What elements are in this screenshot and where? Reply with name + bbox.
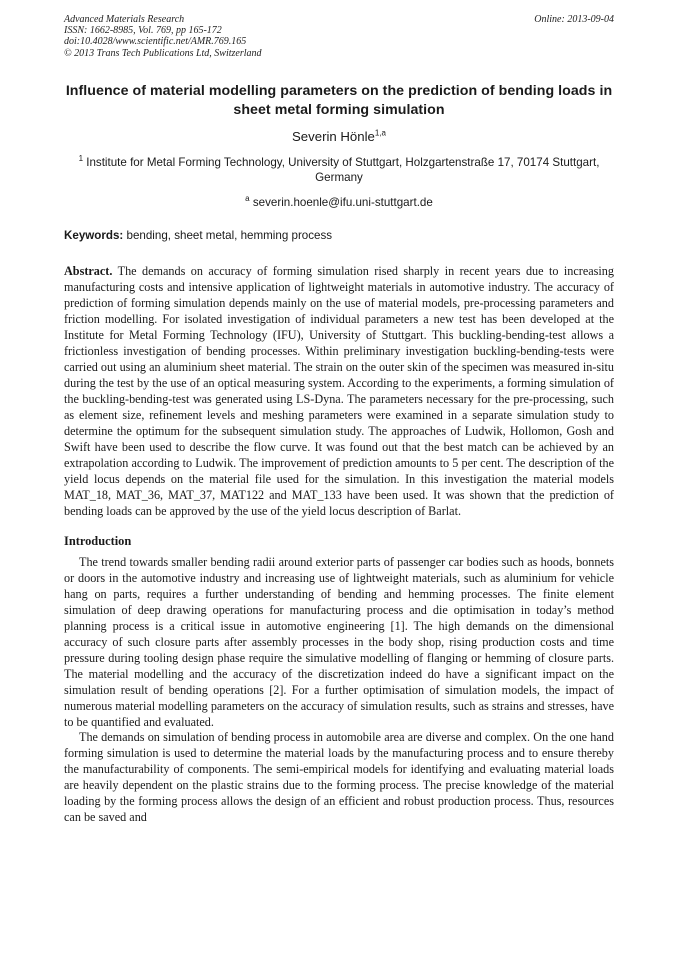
abstract <box>64 264 614 519</box>
paper-page <box>64 14 614 826</box>
section-heading-introduction: Introduction <box>64 534 132 549</box>
abstract-text: The demands on accuracy of forming simulation rised sharply in recent years due to increasing manufacturing costs and intensive application of lightweight materials in automotive industry. The accuracy of prediction of forming simulation depends mainly on the use of material models, pre-processing parameters and friction modelling. For isolated investigation of individual parameters a new test has been developed at the Institute for Metal Forming Technology (IFU), University of Stuttgart. This buckling-bending-test allows a frictionless investigation of bending processes. Within preliminary investigation buckling-bending-tests were carried out using an aluminium sheet material. The strain on the outer skin of the specimen was measured in-situ during the test by the use of an optical measuring system. According to the experiments, a forming simulation of the buckling-bending-test was generated using LS-Dyna. The parameters necessary for the pre-processing, such as element size, refinement levels and meshing parameters were examined in a separate simulation study to determine the optimum for the subsequent simulation study. The approaches of Ludwik, Hollomon, Gosh and Swift have been used to describe the flow curve. It was found out that the best match can be achieved by an extrapolation according to Ludwik. The improvement of prediction amounts to 5 per cent. The description of the yield locus depends on the material file used for the simulation. In this investigation the material models MAT_18, MAT_36, MAT_37, MAT122 and MAT_133 have been used. It was shown that the prediction of bending loads can be approved by the use of the yield locus description of Barlat. <box>64 264 614 518</box>
author-line <box>64 128 614 145</box>
introduction-paragraph: The trend towards smaller bending radii around exterior parts of passenger car bodies such as hoods, bonnets or doors in the automotive industry and increasing use of lightweight materials, such as aluminium for vehicle hang on parts, requires a further understanding of bending and hemming processes. The finite element simulation of deep drawing operations for manufacturing process and die optimisation in today’s method planning process is a critical issue in automotive engineering [1]. The high demands on the dimensional accuracy of such closure parts after assembly processes in the body shop, rising production costs and time pressure during tooling design phase require the simulative modelling of flanging or hemming of closure parts. The material modelling and the accuracy of the discretization indeed do have a significant impact on the simulation result of bending operations [2]. For a further optimisation of simulation models, the impact of numerous material modelling parameters on the accuracy of simulation results, such as strains and stresses, have to be quantified and evaluated. <box>64 555 614 729</box>
affiliation-text: Institute for Metal Forming Technology, University of Stuttgart, Holzgartenstraße 17, 70174 Stuttgart, Germany <box>86 155 600 185</box>
abstract-label: Abstract. <box>64 264 113 279</box>
affiliation-sup: 1 <box>78 153 84 163</box>
journal-name: Advanced Materials Research <box>64 14 185 25</box>
copyright-line: © 2013 Trans Tech Publications Ltd, Switzerland <box>64 47 262 59</box>
doi-line: doi:10.4028/www.scientific.net/AMR.769.165 <box>64 36 247 48</box>
online-date: Online: 2013-09-04 <box>534 14 614 25</box>
issn-line: ISSN: 1662-8985, Vol. 769, pp 165-172 <box>64 25 222 37</box>
keywords-label: Keywords: <box>64 229 124 243</box>
paper-title: Influence of material modelling parameters on the prediction of bending loads in sheet metal forming simulation <box>65 82 613 118</box>
email-sup: a <box>245 194 250 204</box>
author-sup: 1,a <box>374 128 386 138</box>
introduction-paragraph: The demands on simulation of bending process in automobile area are diverse and complex. On the one hand forming simulation is used to determine the material loads by the manufacturing process and to ensure thereby the manufacturability of components. The semi-empirical models for identifying and evaluating material loads are heavily dependent on the plastic strains due to the forming process. The precise knowledge of the material loading by the forming process allows the design of an efficient and robust production process. Thus, resources can be saved and <box>64 730 614 824</box>
journal-header <box>64 14 614 59</box>
keywords <box>64 228 614 243</box>
affiliation <box>64 155 614 185</box>
email-address[interactable]: severin.hoenle@ifu.uni-stuttgart.de <box>252 196 433 210</box>
keywords-text: bending, sheet metal, hemming process <box>126 229 333 243</box>
author-name: Severin Hönle <box>292 128 375 144</box>
email-line <box>64 195 614 210</box>
